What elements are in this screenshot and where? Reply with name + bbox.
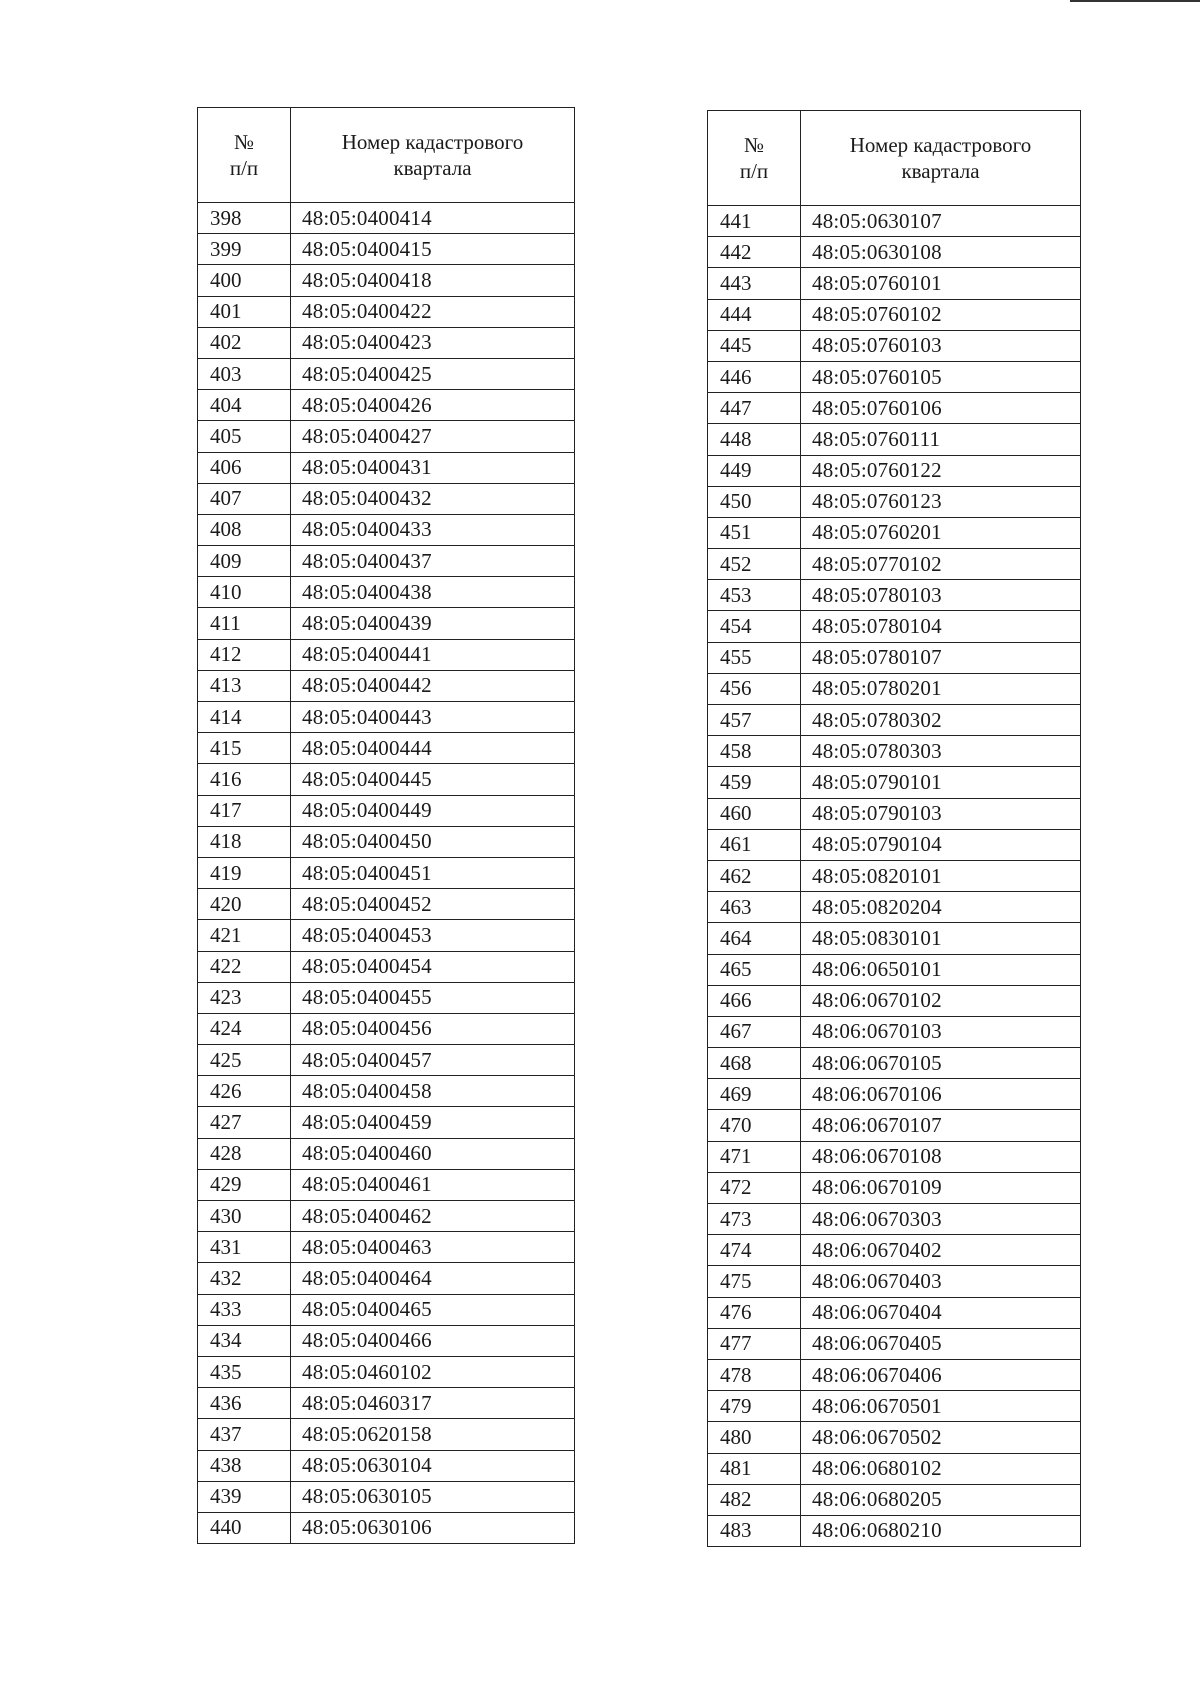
row-number-cell: 434 [198, 1325, 291, 1356]
table-row [198, 546, 575, 577]
cadastral-number-cell: 48:05:0830101 [801, 923, 1081, 954]
cadastral-number-cell: 48:05:0780104 [801, 611, 1081, 642]
cadastral-number-cell: 48:05:0760111 [801, 424, 1081, 455]
table-row [708, 673, 1081, 704]
row-number-cell: 403 [198, 358, 291, 389]
cadastral-number-cell: 48:05:0630106 [291, 1512, 575, 1543]
cadastral-number-cell: 48:05:0400433 [291, 514, 575, 545]
table-row [198, 1201, 575, 1232]
cadastral-number-cell: 48:05:0400415 [291, 234, 575, 265]
table-row [198, 1512, 575, 1543]
row-number-cell: 462 [708, 860, 801, 891]
row-number-cell: 478 [708, 1359, 801, 1390]
row-number-cell: 420 [198, 889, 291, 920]
row-number-cell: 423 [198, 982, 291, 1013]
cadastral-number-cell: 48:05:0400423 [291, 327, 575, 358]
row-number-cell: 447 [708, 393, 801, 424]
cadastral-number-cell: 48:05:0630104 [291, 1450, 575, 1481]
cadastral-number-cell: 48:06:0670501 [801, 1391, 1081, 1422]
row-number-cell: 410 [198, 577, 291, 608]
cadastral-number-cell: 48:05:0760103 [801, 330, 1081, 361]
row-number-cell: 474 [708, 1235, 801, 1266]
table-row [708, 1515, 1081, 1546]
cadastral-number-cell: 48:06:0670402 [801, 1235, 1081, 1266]
table-row [708, 642, 1081, 673]
cadastral-number-cell: 48:05:0400461 [291, 1169, 575, 1200]
table-row [198, 577, 575, 608]
cadastral-number-cell: 48:06:0670403 [801, 1266, 1081, 1297]
header-code-line2: квартала [901, 159, 980, 183]
table-row [708, 330, 1081, 361]
cadastral-number-cell: 48:06:0670103 [801, 1016, 1081, 1047]
row-number-cell: 463 [708, 892, 801, 923]
table-row [198, 1325, 575, 1356]
cadastral-number-cell: 48:05:0400418 [291, 265, 575, 296]
table-row [708, 1453, 1081, 1484]
table-row [198, 483, 575, 514]
table-row [198, 1107, 575, 1138]
cadastral-number-cell: 48:05:0780302 [801, 705, 1081, 736]
table-body-right [708, 206, 1081, 1547]
table-row [708, 798, 1081, 829]
cadastral-number-cell: 48:05:0400438 [291, 577, 575, 608]
table-row [198, 608, 575, 639]
row-number-cell: 461 [708, 829, 801, 860]
table-row [708, 1297, 1081, 1328]
row-number-cell: 417 [198, 795, 291, 826]
row-number-cell: 399 [198, 234, 291, 265]
cadastral-number-cell: 48:05:0400457 [291, 1045, 575, 1076]
cadastral-number-cell: 48:05:0820204 [801, 892, 1081, 923]
row-number-cell: 454 [708, 611, 801, 642]
column-header-cadastral-number [291, 108, 575, 203]
table-row [198, 390, 575, 421]
row-number-cell: 466 [708, 985, 801, 1016]
table-row [708, 206, 1081, 237]
table-row [198, 1232, 575, 1263]
cadastral-number-cell: 48:05:0760105 [801, 361, 1081, 392]
row-number-cell: 476 [708, 1297, 801, 1328]
cadastral-number-cell: 48:05:0400422 [291, 296, 575, 327]
row-number-cell: 460 [708, 798, 801, 829]
row-number-cell: 467 [708, 1016, 801, 1047]
row-number-cell: 416 [198, 764, 291, 795]
row-number-cell: 411 [198, 608, 291, 639]
table-row [708, 1016, 1081, 1047]
cadastral-table-left [197, 107, 575, 1544]
cadastral-number-cell: 48:05:0630107 [801, 206, 1081, 237]
cadastral-number-cell: 48:05:0400449 [291, 795, 575, 826]
cadastral-number-cell: 48:05:0400463 [291, 1232, 575, 1263]
row-number-cell: 459 [708, 767, 801, 798]
cadastral-number-cell: 48:05:0400464 [291, 1263, 575, 1294]
table-row [708, 361, 1081, 392]
column-header-number [708, 111, 801, 206]
table-row [708, 860, 1081, 891]
header-code-line1: Номер кадастрового [849, 133, 1032, 157]
cadastral-number-cell: 48:05:0760123 [801, 486, 1081, 517]
table-row [198, 421, 575, 452]
table-row [198, 327, 575, 358]
cadastral-number-cell: 48:05:0400444 [291, 733, 575, 764]
column-header-cadastral-number [801, 111, 1081, 206]
row-number-cell: 475 [708, 1266, 801, 1297]
table-row [708, 299, 1081, 330]
table-row [198, 265, 575, 296]
row-number-cell: 445 [708, 330, 801, 361]
table-row [708, 1172, 1081, 1203]
row-number-cell: 472 [708, 1172, 801, 1203]
cadastral-number-cell: 48:05:0460317 [291, 1388, 575, 1419]
scan-edge-line [1070, 0, 1200, 2]
cadastral-number-cell: 48:05:0780103 [801, 580, 1081, 611]
cadastral-number-cell: 48:06:0670303 [801, 1204, 1081, 1235]
table-row [708, 424, 1081, 455]
row-number-cell: 479 [708, 1391, 801, 1422]
table-row [708, 393, 1081, 424]
cadastral-number-cell: 48:06:0650101 [801, 954, 1081, 985]
row-number-cell: 402 [198, 327, 291, 358]
table-row [198, 889, 575, 920]
table-row [198, 702, 575, 733]
cadastral-number-cell: 48:06:0670108 [801, 1141, 1081, 1172]
row-number-cell: 428 [198, 1138, 291, 1169]
row-number-cell: 425 [198, 1045, 291, 1076]
row-number-cell: 414 [198, 702, 291, 733]
table-row [708, 455, 1081, 486]
table-row [708, 1266, 1081, 1297]
row-number-cell: 433 [198, 1294, 291, 1325]
cadastral-number-cell: 48:06:0670105 [801, 1048, 1081, 1079]
row-number-cell: 444 [708, 299, 801, 330]
header-number-abbr: п/п [229, 156, 259, 180]
table-row [198, 514, 575, 545]
cadastral-number-cell: 48:05:0760102 [801, 299, 1081, 330]
table-row [198, 982, 575, 1013]
cadastral-number-cell: 48:05:0400445 [291, 764, 575, 795]
row-number-cell: 473 [708, 1204, 801, 1235]
cadastral-number-cell: 48:05:0400439 [291, 608, 575, 639]
row-number-cell: 442 [708, 237, 801, 268]
cadastral-number-cell: 48:05:0780201 [801, 673, 1081, 704]
cadastral-table-right [707, 110, 1081, 1547]
cadastral-number-cell: 48:06:0680205 [801, 1484, 1081, 1515]
cadastral-number-cell: 48:05:0400466 [291, 1325, 575, 1356]
row-number-cell: 456 [708, 673, 801, 704]
cadastral-number-cell: 48:05:0630105 [291, 1481, 575, 1512]
cadastral-number-cell: 48:05:0760106 [801, 393, 1081, 424]
cadastral-number-cell: 48:05:0400458 [291, 1076, 575, 1107]
cadastral-number-cell: 48:05:0790103 [801, 798, 1081, 829]
row-number-cell: 446 [708, 361, 801, 392]
cadastral-number-cell: 48:05:0400462 [291, 1201, 575, 1232]
table-row [198, 1388, 575, 1419]
row-number-cell: 437 [198, 1419, 291, 1450]
row-number-cell: 400 [198, 265, 291, 296]
row-number-cell: 469 [708, 1079, 801, 1110]
row-number-cell: 451 [708, 517, 801, 548]
row-number-cell: 483 [708, 1515, 801, 1546]
table-row [198, 1263, 575, 1294]
cadastral-number-cell: 48:05:0790101 [801, 767, 1081, 798]
cadastral-number-cell: 48:05:0400432 [291, 483, 575, 514]
row-number-cell: 443 [708, 268, 801, 299]
cadastral-number-cell: 48:05:0400454 [291, 951, 575, 982]
table-row [198, 1419, 575, 1450]
row-number-cell: 477 [708, 1328, 801, 1359]
row-number-cell: 422 [198, 951, 291, 982]
table-row [708, 1359, 1081, 1390]
header-code-line1: Номер кадастрового [341, 130, 524, 154]
row-number-cell: 415 [198, 733, 291, 764]
table-row [198, 1169, 575, 1200]
row-number-cell: 448 [708, 424, 801, 455]
table-row [708, 1079, 1081, 1110]
row-number-cell: 465 [708, 954, 801, 985]
cadastral-number-cell: 48:06:0670406 [801, 1359, 1081, 1390]
table-row [708, 1235, 1081, 1266]
table-row [198, 951, 575, 982]
row-number-cell: 480 [708, 1422, 801, 1453]
cadastral-number-cell: 48:05:0760201 [801, 517, 1081, 548]
row-number-cell: 440 [198, 1512, 291, 1543]
row-number-cell: 449 [708, 455, 801, 486]
table-body-left [198, 203, 575, 1544]
cadastral-number-cell: 48:05:0400459 [291, 1107, 575, 1138]
table-row [708, 1391, 1081, 1422]
row-number-cell: 455 [708, 642, 801, 673]
cadastral-number-cell: 48:05:0400425 [291, 358, 575, 389]
row-number-cell: 418 [198, 826, 291, 857]
row-number-cell: 407 [198, 483, 291, 514]
table-row [708, 736, 1081, 767]
table-row [708, 486, 1081, 517]
row-number-cell: 471 [708, 1141, 801, 1172]
cadastral-number-cell: 48:06:0680102 [801, 1453, 1081, 1484]
table-row [708, 923, 1081, 954]
table-row [198, 670, 575, 701]
table-header-row [198, 108, 575, 203]
row-number-cell: 424 [198, 1013, 291, 1044]
table-row [198, 639, 575, 670]
row-number-cell: 412 [198, 639, 291, 670]
cadastral-number-cell: 48:05:0400431 [291, 452, 575, 483]
table-row [708, 1141, 1081, 1172]
cadastral-number-cell: 48:05:0760122 [801, 455, 1081, 486]
table-row [198, 764, 575, 795]
table-row [708, 580, 1081, 611]
row-number-cell: 468 [708, 1048, 801, 1079]
table-row [708, 517, 1081, 548]
row-number-cell: 398 [198, 203, 291, 234]
table-row [198, 1450, 575, 1481]
table-row [198, 452, 575, 483]
table-row [198, 857, 575, 888]
cadastral-number-cell: 48:05:0630108 [801, 237, 1081, 268]
table-row [708, 767, 1081, 798]
table-row [708, 549, 1081, 580]
row-number-cell: 426 [198, 1076, 291, 1107]
table-row [708, 892, 1081, 923]
cadastral-number-cell: 48:05:0790104 [801, 829, 1081, 860]
table-row [198, 1013, 575, 1044]
cadastral-number-cell: 48:05:0760101 [801, 268, 1081, 299]
row-number-cell: 458 [708, 736, 801, 767]
table-row [198, 826, 575, 857]
table-row [708, 1048, 1081, 1079]
row-number-cell: 436 [198, 1388, 291, 1419]
row-number-cell: 481 [708, 1453, 801, 1484]
row-number-cell: 404 [198, 390, 291, 421]
table-row [708, 1204, 1081, 1235]
table-row [198, 1076, 575, 1107]
cadastral-number-cell: 48:05:0400465 [291, 1294, 575, 1325]
table-row [708, 705, 1081, 736]
table-row [198, 203, 575, 234]
row-number-cell: 457 [708, 705, 801, 736]
header-number-abbr: п/п [739, 159, 769, 183]
row-number-cell: 438 [198, 1450, 291, 1481]
row-number-cell: 470 [708, 1110, 801, 1141]
table-row [708, 268, 1081, 299]
cadastral-number-cell: 48:06:0680210 [801, 1515, 1081, 1546]
row-number-cell: 453 [708, 580, 801, 611]
cadastral-number-cell: 48:05:0780303 [801, 736, 1081, 767]
row-number-cell: 406 [198, 452, 291, 483]
cadastral-number-cell: 48:05:0400414 [291, 203, 575, 234]
cadastral-number-cell: 48:06:0670109 [801, 1172, 1081, 1203]
table-header-row [708, 111, 1081, 206]
cadastral-number-cell: 48:05:0400443 [291, 702, 575, 733]
cadastral-number-cell: 48:06:0670404 [801, 1297, 1081, 1328]
cadastral-number-cell: 48:05:0400427 [291, 421, 575, 452]
row-number-cell: 452 [708, 549, 801, 580]
cadastral-number-cell: 48:05:0400441 [291, 639, 575, 670]
row-number-cell: 482 [708, 1484, 801, 1515]
cadastral-number-cell: 48:05:0400453 [291, 920, 575, 951]
table-row [198, 795, 575, 826]
cadastral-number-cell: 48:05:0400452 [291, 889, 575, 920]
column-header-number [198, 108, 291, 203]
row-number-cell: 432 [198, 1263, 291, 1294]
cadastral-number-cell: 48:05:0400437 [291, 546, 575, 577]
cadastral-number-cell: 48:06:0670102 [801, 985, 1081, 1016]
row-number-cell: 408 [198, 514, 291, 545]
table-row [708, 611, 1081, 642]
cadastral-number-cell: 48:05:0400451 [291, 857, 575, 888]
table-row [198, 1294, 575, 1325]
cadastral-number-cell: 48:05:0770102 [801, 549, 1081, 580]
cadastral-number-cell: 48:05:0400460 [291, 1138, 575, 1169]
row-number-cell: 464 [708, 923, 801, 954]
header-number-sign: № [743, 133, 765, 157]
cadastral-number-cell: 48:05:0400426 [291, 390, 575, 421]
row-number-cell: 429 [198, 1169, 291, 1200]
cadastral-number-cell: 48:06:0670107 [801, 1110, 1081, 1141]
table-row [198, 1356, 575, 1387]
table-row [198, 1138, 575, 1169]
cadastral-number-cell: 48:06:0670106 [801, 1079, 1081, 1110]
row-number-cell: 427 [198, 1107, 291, 1138]
table-row [198, 1481, 575, 1512]
cadastral-number-cell: 48:06:0670502 [801, 1422, 1081, 1453]
row-number-cell: 421 [198, 920, 291, 951]
cadastral-number-cell: 48:05:0400450 [291, 826, 575, 857]
table-row [198, 733, 575, 764]
table-row [708, 237, 1081, 268]
cadastral-number-cell: 48:05:0620158 [291, 1419, 575, 1450]
table-row [198, 1045, 575, 1076]
table-row [708, 1110, 1081, 1141]
row-number-cell: 409 [198, 546, 291, 577]
row-number-cell: 450 [708, 486, 801, 517]
table-row [708, 1422, 1081, 1453]
table-row [198, 234, 575, 265]
row-number-cell: 431 [198, 1232, 291, 1263]
row-number-cell: 430 [198, 1201, 291, 1232]
cadastral-number-cell: 48:05:0400456 [291, 1013, 575, 1044]
row-number-cell: 439 [198, 1481, 291, 1512]
table-row [198, 358, 575, 389]
table-row [708, 829, 1081, 860]
table-row [708, 985, 1081, 1016]
row-number-cell: 405 [198, 421, 291, 452]
table-row [708, 1484, 1081, 1515]
cadastral-number-cell: 48:05:0780107 [801, 642, 1081, 673]
row-number-cell: 441 [708, 206, 801, 237]
cadastral-number-cell: 48:05:0400442 [291, 670, 575, 701]
table-row [198, 296, 575, 327]
row-number-cell: 435 [198, 1356, 291, 1387]
table-row [708, 1328, 1081, 1359]
row-number-cell: 413 [198, 670, 291, 701]
table-row [708, 954, 1081, 985]
cadastral-number-cell: 48:05:0460102 [291, 1356, 575, 1387]
table-row [198, 920, 575, 951]
cadastral-number-cell: 48:05:0400455 [291, 982, 575, 1013]
header-number-sign: № [233, 130, 255, 154]
cadastral-number-cell: 48:05:0820101 [801, 860, 1081, 891]
header-code-line2: квартала [393, 156, 472, 180]
row-number-cell: 419 [198, 857, 291, 888]
cadastral-number-cell: 48:06:0670405 [801, 1328, 1081, 1359]
row-number-cell: 401 [198, 296, 291, 327]
